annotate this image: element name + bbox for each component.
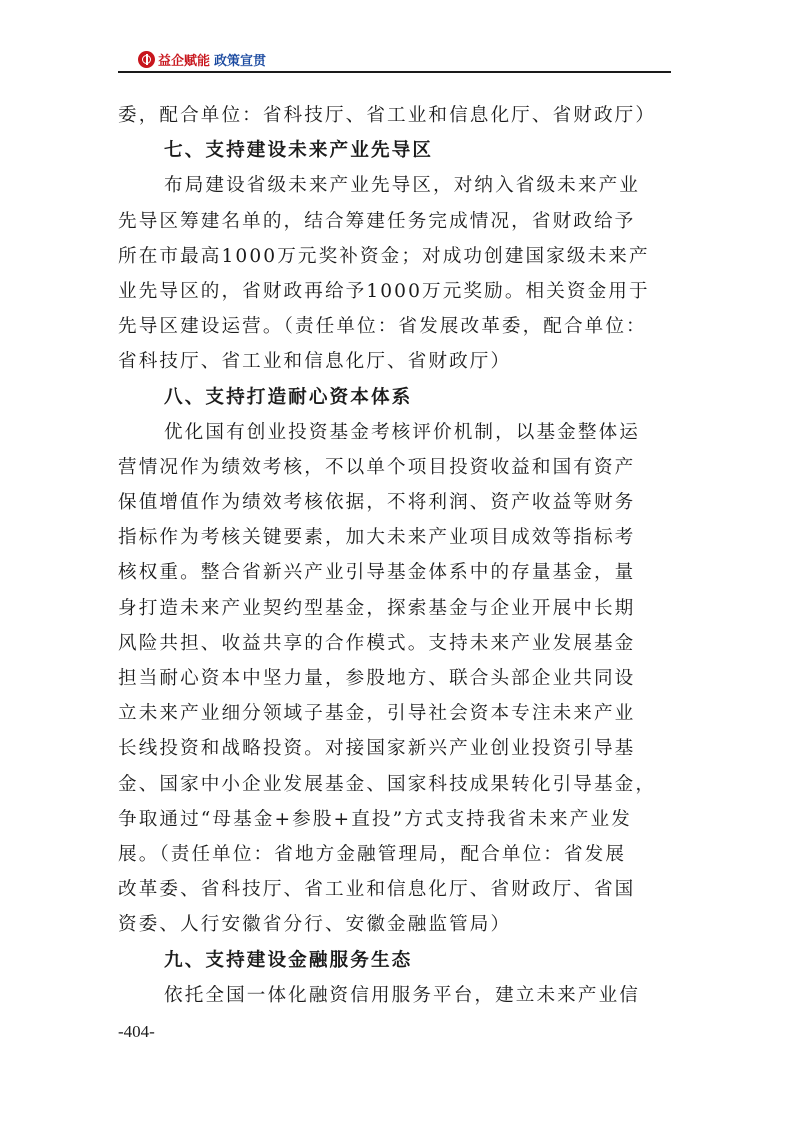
logo-text-red: 益企赋能 — [158, 53, 211, 69]
body-line: 改革委、省科技厅、省工业和信息化厅、省财政厅、省国 — [118, 879, 636, 901]
logo-text-blue: 政策宣贯 — [214, 53, 267, 69]
body-line: 指标作为考核关键要素，加大未来产业项目成效等指标考 — [118, 527, 636, 549]
header-logo — [138, 49, 266, 69]
body-line: 核权重。整合省新兴产业引导基金体系中的存量基金，量 — [118, 562, 636, 584]
paragraph-start: 布局建设省级未来产业先导区，对纳入省级未来产业 — [164, 175, 640, 197]
body-line: 省科技厅、省工业和信息化厅、省财政厅） — [118, 351, 512, 373]
page-number: -404- — [118, 1022, 155, 1041]
body-line: 委，配合单位：省科技厅、省工业和信息化厅、省财政厅） — [118, 105, 657, 126]
paragraph-start: 依托全国一体化融资信用服务平台，建立未来产业信 — [164, 984, 640, 1006]
logo-emblem-icon — [138, 51, 155, 68]
body-line: 风险共担、收益共享的合作模式。支持未来产业发展基金 — [118, 632, 636, 654]
body-line: 营情况作为绩效考核，不以单个项目投资收益和国有资产 — [118, 456, 636, 478]
page-header — [118, 48, 671, 74]
paragraph-start: 优化国有创业投资基金考核评价机制，以基金整体运 — [164, 421, 640, 443]
section-heading-9: 九、支持建设金融服务生态 — [164, 949, 413, 971]
body-line: 长线投资和战略投资。对接国家新兴产业创业投资引导基 — [118, 738, 636, 760]
section-heading-8: 八、支持打造耐心资本体系 — [164, 386, 413, 408]
body-line: 所在市最高1000万元奖补资金；对成功创建国家级未来产 — [118, 245, 650, 267]
body-line: 资委、人行安徽省分行、安徽金融监管局） — [118, 914, 512, 936]
body-line: 保值增值作为绩效考核依据，不将利润、资产收益等财务 — [118, 492, 636, 514]
body-line: 身打造未来产业契约型基金，探索基金与企业开展中长期 — [118, 597, 636, 619]
body-line: 展。（责任单位：省地方金融管理局，配合单位：省发展 — [118, 843, 627, 865]
document-body — [118, 98, 688, 1013]
body-line: 先导区建设运营。（责任单位：省发展改革委，配合单位： — [118, 316, 647, 338]
header-divider — [118, 71, 671, 73]
body-line: 立未来产业细分领域子基金，引导社会资本专注未来产业 — [118, 703, 636, 725]
body-line: 争取通过“母基金+参股+直投”方式支持我省未来产业发 — [118, 808, 632, 830]
body-line: 先导区筹建名单的，结合筹建任务完成情况，省财政给予 — [118, 210, 636, 232]
body-line: 金、国家中小企业发展基金、国家科技成果转化引导基金， — [118, 773, 657, 795]
body-line: 担当耐心资本中坚力量，参股地方、联合头部企业共同设 — [118, 668, 636, 689]
body-line: 业先导区的，省财政再给予1000万元奖励。相关资金用于 — [118, 280, 650, 302]
section-heading-7: 七、支持建设未来产业先导区 — [164, 140, 434, 162]
